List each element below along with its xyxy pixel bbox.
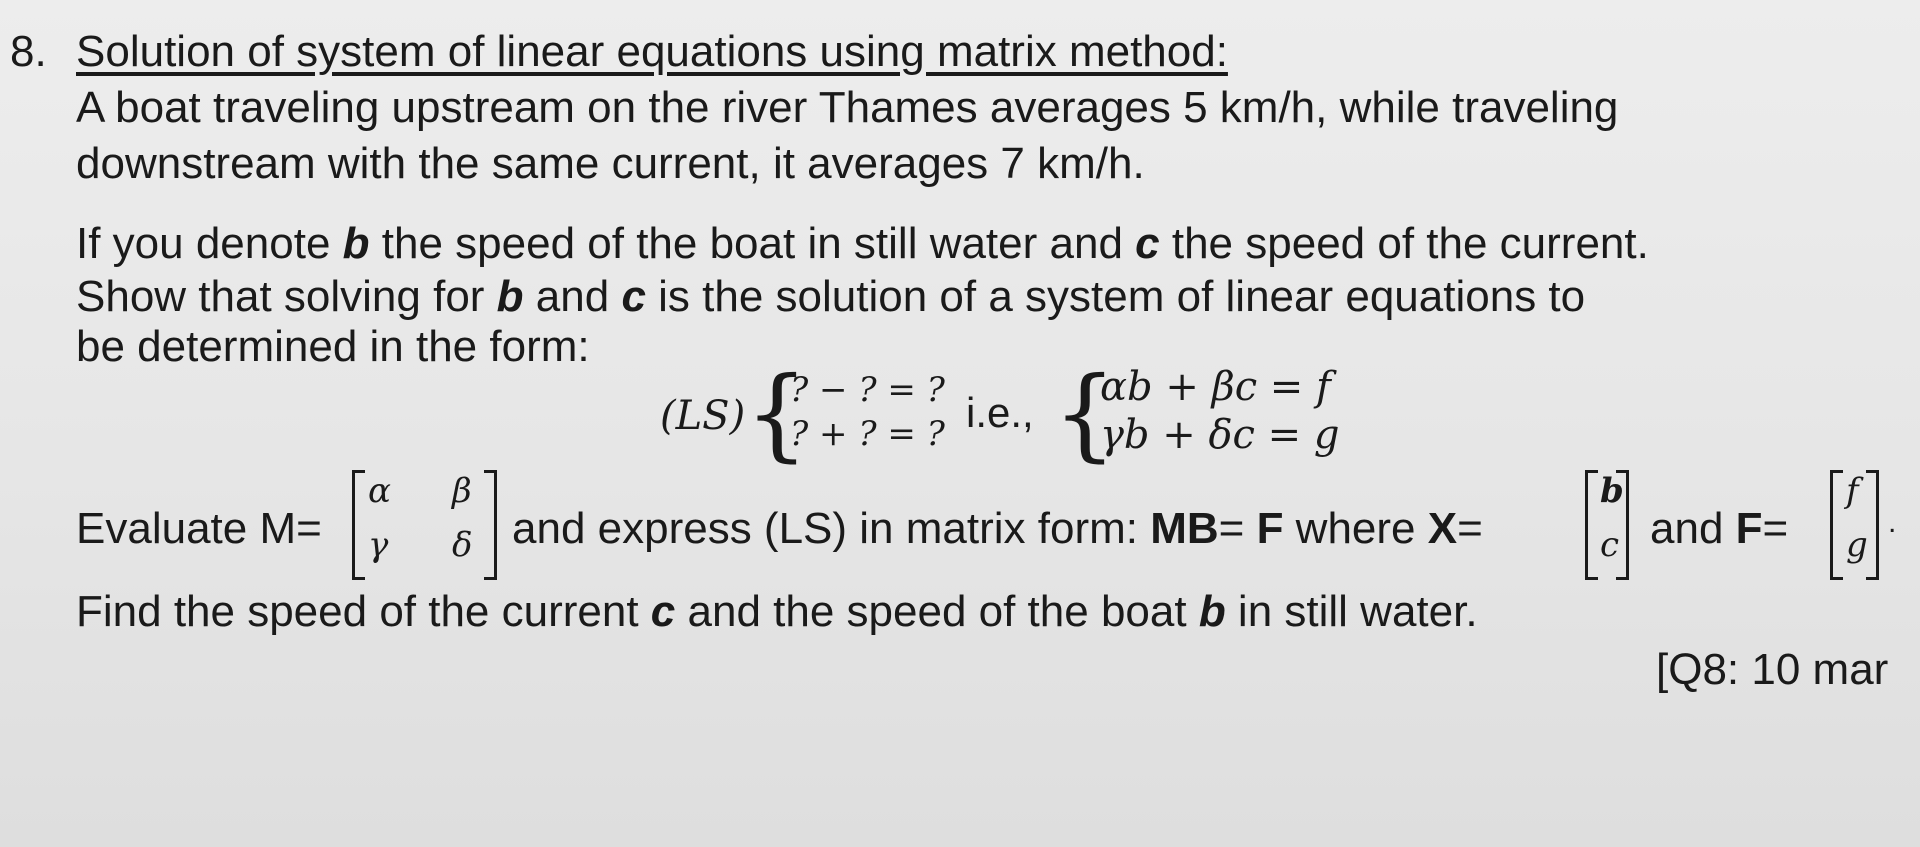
matrix-m-21: γ [368, 525, 389, 565]
matrix-m-11: α [368, 471, 391, 511]
left-brace-icon: { [745, 355, 809, 472]
evaluate-middle: and express (LS) in matrix form: MB= F where X= [512, 504, 1483, 553]
question-title: Solution of system of linear equations using matrix method: [76, 27, 1228, 76]
placeholder-equation-1: ? − ? = ? [790, 370, 945, 410]
question-number: 8. [10, 27, 47, 76]
paragraph-1-line-1: A boat traveling upstream on the river Thames averages 5 km/h, while traveling [76, 83, 1619, 132]
vector-f-2: g [1846, 525, 1868, 565]
ie-label: i.e., [966, 389, 1034, 436]
equation-2: γb + δc = g [1100, 412, 1340, 458]
vector-x-left-bracket [1585, 470, 1598, 580]
vector-x-2: c [1600, 525, 1620, 565]
system-label: (LS) [660, 393, 746, 439]
placeholder-equation-2: ? + ? = ? [790, 414, 945, 454]
marks-label: [Q8: 10 mar [1656, 645, 1889, 694]
paragraph-2-line-2: Show that solving for b and c is the solution of a system of linear equations to [76, 272, 1586, 321]
vector-f-left-bracket [1830, 470, 1843, 580]
equation-1: αb + βc = f [1100, 364, 1331, 410]
right-system-brace-icon: { [1053, 355, 1117, 472]
period: . [1888, 506, 1897, 539]
vector-x-1: b [1600, 471, 1624, 511]
vector-f-1: f [1846, 471, 1859, 511]
vector-x-right-bracket [1616, 470, 1629, 580]
paragraph-2-line-1: If you denote b the speed of the boat in still water and c the speed of the current. [76, 219, 1649, 268]
matrix-m-left-bracket [352, 470, 365, 580]
vector-f-right-bracket [1866, 470, 1879, 580]
matrix-m-22: δ [452, 525, 473, 565]
evaluate-text: Evaluate M= [76, 504, 322, 553]
find-line: Find the speed of the current c and the speed of the boat b in still water. [76, 587, 1478, 636]
matrix-m-right-bracket [484, 470, 497, 580]
matrix-m-12: β [452, 471, 472, 511]
and-f-text: and F= [1650, 504, 1789, 553]
paragraph-1-line-2: downstream with the same current, it averages 7 km/h. [76, 139, 1145, 188]
paragraph-2-line-3: be determined in the form: [76, 322, 590, 371]
